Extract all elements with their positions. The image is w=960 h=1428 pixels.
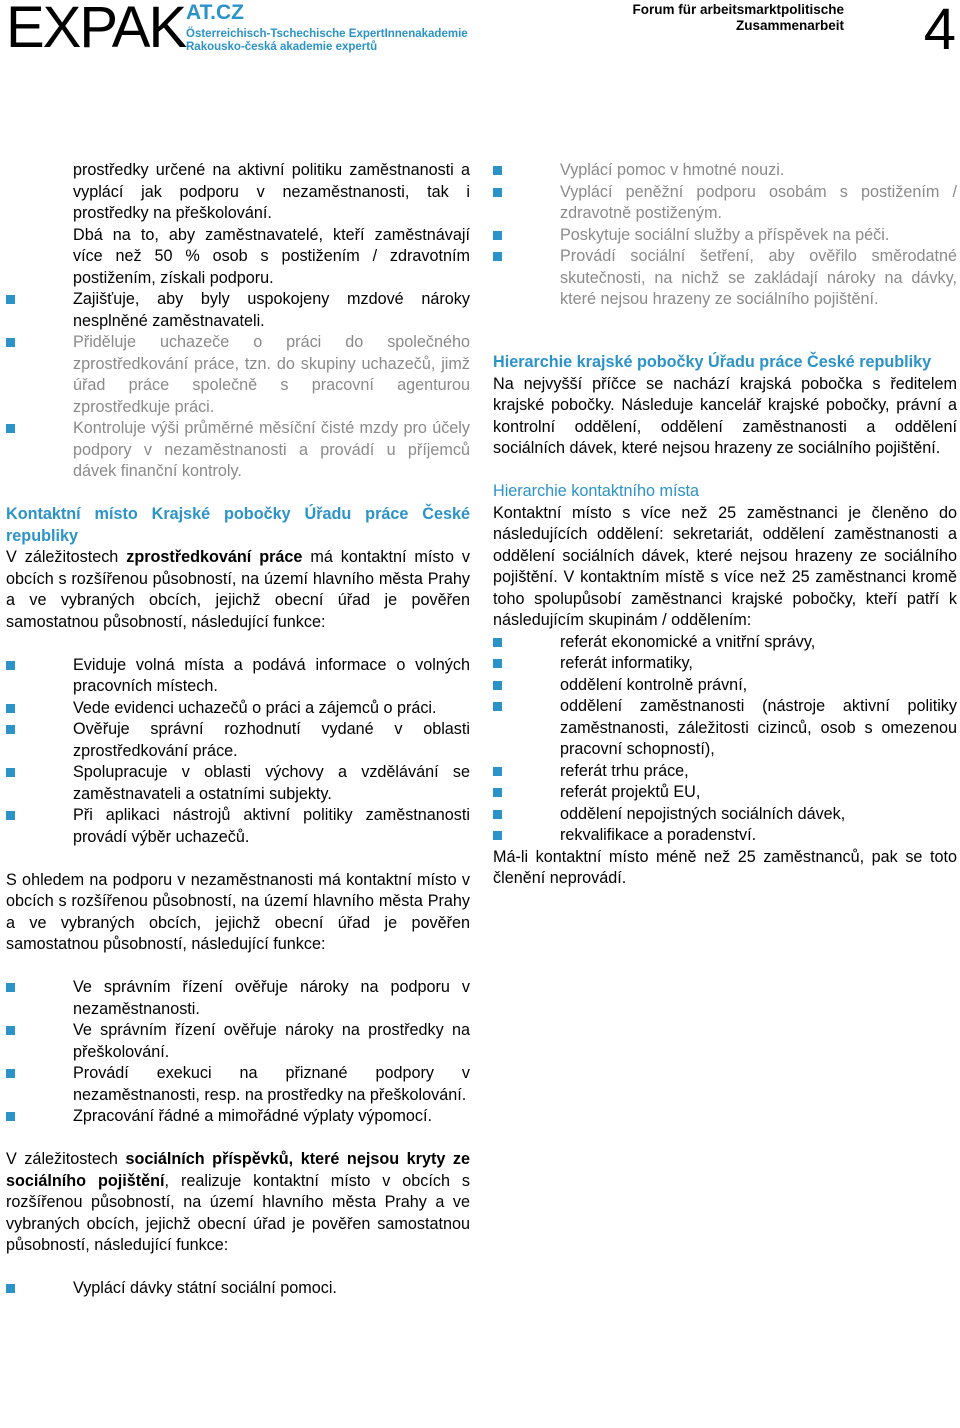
list-item: referát projektů EU, [493,782,957,804]
page-header [0,0,960,70]
list-item: Při aplikaci nástrojů aktivní politiky zaměstnanosti provádí výběr uchazečů. [6,805,470,848]
list-item: referát ekonomické a vnitřní správy, [493,632,957,654]
list-item: oddělení nepojistných sociálních dávek, [493,804,957,826]
left-list-3 [6,1278,470,1300]
brand-domain: AT.CZ [186,1,244,24]
paragraph: V záležitostech sociálních příspěvků, které nejsou kryty ze sociálního pojištění, realizuje kontaktní místo v obcích s rozšířenou působností, na území hlavního města Prahy a ve vybraných obcích, jejichž obecní úřad je pověřen samostatnou působností, následující funkce: [6,1150,470,1254]
paragraph: Má-li kontaktní místo méně než 25 zaměstnanců, pak se toto členění neprovádí. [493,847,957,887]
left-list-1 [6,655,470,849]
list-item: Spolupracuje v oblasti výchovy a vzdělávání se zaměstnavateli a ostatními subjekty. [6,762,470,805]
section-heading: Hierarchie kontaktního místa [493,482,700,500]
list-item-continued-2: Dbá na to, aby zaměstnavatelé, kteří zaměstnávají více než 50 % osob s postižením / zdravotním postižením, získali podporu. [73,225,470,287]
section-heading: Kontaktní místo Krajské pobočky Úřadu práce České republiky [6,505,470,545]
right-column [493,160,957,890]
list-item: Provádí sociální šetření, aby ověřilo směrodatné skutečnosti, na nichž se zakládají nároky na dávky, které nejsou hrazeny ze sociálního pojištění. [493,246,957,311]
section-heading: Hierarchie krajské pobočky Úřadu práce České republiky [493,353,932,371]
list-item: Ověřuje správní rozhodnutí vydané v oblasti zprostředkování práce. [6,719,470,762]
list-item: Vyplácí pomoc v hmotné nouzi. [493,160,957,182]
list-item: Eviduje volná místa a podává informace o volných pracovních místech. [6,655,470,698]
left-bullets-a [6,289,470,332]
left-list-2 [6,977,470,1128]
list-item: Přiděluje uchazeče o práci do společného zprostředkování práce, tzn. do skupiny uchazečů, jimž úřad práce společně s pracovní agenturou zprostředkuje práci. [6,332,470,418]
list-item: Vyplácí peněžní podporu osobám s postižením / zdravotně postiženým. [493,182,957,225]
list-item: Zpracování řádné a mimořádné výplaty výpomocí. [6,1106,470,1128]
list-item: rekvalifikace a poradenství. [493,825,957,847]
list-item: Kontroluje výši průměrné měsíční čisté mzdy pro účely podpory v nezaměstnanosti a provádí u příjemců dávek finanční kontroly. [6,418,470,483]
forum-title: Forum für arbeitsmarktpolitische Zusammenarbeit [632,2,844,33]
list-item: Vyplácí dávky státní sociální pomoci. [6,1278,470,1300]
list-item: Ve správním řízení ověřuje nároky na podporu v nezaměstnanosti. [6,977,470,1020]
subtitle-de: Österreichisch-Tschechische ExpertInnenakademie [186,28,468,40]
list-item: Zajišťuje, aby byly uspokojeny mzdové nároky nesplněné zaměstnavateli. [6,289,470,332]
subtitle-cz: Rakousko-česká akademie expertů [186,41,378,53]
list-item: oddělení kontrolně právní, [493,675,957,697]
left-column [6,160,470,1300]
list-item: oddělení zaměstnanosti (nástroje aktivní politiky zaměstnanosti, záležitosti cizinců, osob s omezenou pracovní schopností), [493,696,957,761]
paragraph: S ohledem na podporu v nezaměstnanosti má kontaktní místo v obcích s rozšířenou působností, na území hlavního města Prahy a ve vybraných obcích, jejichž obecní úřad je pověřen samostatnou působností, následující funkce: [6,870,470,953]
list-item: Vede evidenci uchazečů o práci a zájemců o práci. [6,698,470,720]
list-item: referát trhu práce, [493,761,957,783]
list-item-continued: prostředky určené na aktivní politiku zaměstnanosti a vyplácí jak podporu v nezaměstnanosti, tak i prostředky na přeškolování. [73,161,470,222]
paragraph: Kontaktní místo s více než 25 zaměstnanci je členěno do následujících oddělení: sekretariát, oddělení zaměstnanosti a oddělení sociálních dávek, které nejsou hrazeny ze sociálního pojištění. V kontaktním místě s více než 25 zaměstnanci kromě toho spolupůsobí zaměstnanci krajské pobočky, kteří patří k následujícím skupinám / oddělením: [493,503,957,629]
paragraph: Na nejvyšší příčce se nachází krajská pobočka s ředitelem krajské pobočky. Následuje kancelář krajské pobočky, právní a kontrolní oddělení, oddělení zaměstnanosti a oddělení sociálních dávek, které nejsou hrazeny ze sociálního pojištění. [493,374,957,457]
page-number: 4 [923,0,956,62]
list-item: Provádí exekuci na přiznané podpory v nezaměstnanosti, resp. na prostředky na přeškolování. [6,1063,470,1106]
expak-logo: EXPAK [6,0,186,60]
list-item: Ve správním řízení ověřuje nároky na prostředky na přeškolování. [6,1020,470,1063]
right-grey-bullets [493,160,957,311]
list-item: Poskytuje sociální služby a příspěvek na péči. [493,225,957,247]
list-item: referát informatiky, [493,653,957,675]
paragraph: V záležitostech zprostředkování práce má kontaktní místo v obcích s rozšířenou působností, na území hlavního města Prahy a ve vybraných obcích, jejichž obecní úřad je pověřen samostatnou působností, následující funkce: [6,548,470,631]
right-list [493,632,957,847]
left-grey-bullets [6,332,470,483]
